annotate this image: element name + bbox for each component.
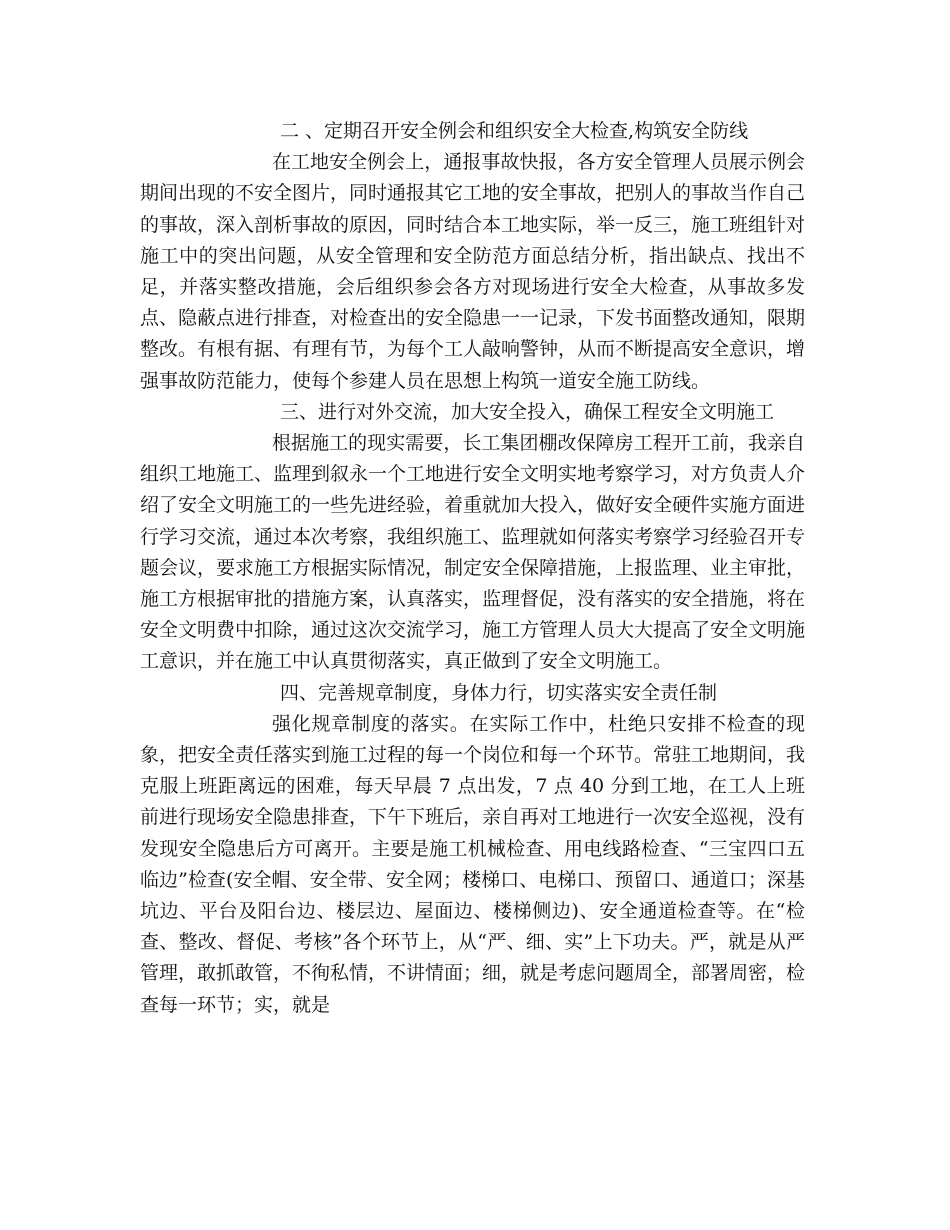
section-heading: 三、进行对外交流，加大安全投入，确保工程安全文明施工 <box>280 400 775 423</box>
section-heading: 四、完善规章制度，身体力行，切实落实安全责任制 <box>280 681 718 704</box>
section-paragraph: 强化规章制度的落实。在实际工作中，杜绝只安排不检查的现象，把安全责任落实到施工过程的每一个岗位和每一个环节。常驻工地期间，我克服上班距离远的困难，每天早晨 7 点出发，7 点 40 分到工地，在工人上班前进行现场安全隐患排查，下午下班后，亲自再对工地进行一次安全巡视，没有发现安全隐患后方可离开。主要是施工机械检查、用电线路检查、“三宝四口五临边”检查(安全帽、安全带、安全网；楼梯口、电梯口、预留口、通道口；深基坑边、平台及阳台边、楼层边、屋面边、楼梯侧边)、安全通道检查等。在“检查、整改、督促、考核”各个环节上，从“严、细、实”上下功夫。严，就是从严管理，敢抓敢管，不徇私情，不讲情面；细，就是考虑问题周全，部署周密，检查每一环节；实，就是 <box>140 712 806 1016</box>
section-heading: 二 、定期召开安全例会和组织安全大检查,构筑安全防线 <box>280 120 749 142</box>
document-body <box>140 116 805 1021</box>
section-paragraph: 根据施工的现实需要，长工集团棚改保障房工程开工前，我亲自组织工地施工、监理到叙永一个工地进行安全文明实地考察学习，对方负责人介绍了安全文明施工的一些先进经验，着重就加大投入，做好安全硬件实施方面进行学习交流，通过本次考察，我组织施工、监理就如何落实考察学习经验召开专题会议，要求施工方根据实际情况，制定安全保障措施，上报监理、业主审批，施工方根据审批的措施方案，认真落实，监理督促，没有落实的安全措施，将在安全文明费中扣除，通过这次交流学习，施工方管理人员大大提高了安全文明施工意识，并在施工中认真贯彻落实，真正做到了安全文明施工。 <box>140 432 806 673</box>
section-paragraph: 在工地安全例会上，通报事故快报，各方安全管理人员展示例会期间出现的不安全图片，同时通报其它工地的安全事故，把别人的事故当作自己的事故，深入剖析事故的原因，同时结合本工地实际，举一反三，施工班组针对施工中的突出问题，从安全管理和安全防范方面总结分析，指出缺点、找出不足，并落实整改措施，会后组织参会各方对现场进行安全大检查，从事故多发点、隐蔽点进行排查，对检查出的安全隐患一一记录，下发书面整改通知，限期整改。有根有据、有理有节，为每个工人敲响警钟，从而不断提高安全意识，增强事故防范能力，使每个参建人员在思想上构筑一道安全施工防线。 <box>140 151 806 392</box>
